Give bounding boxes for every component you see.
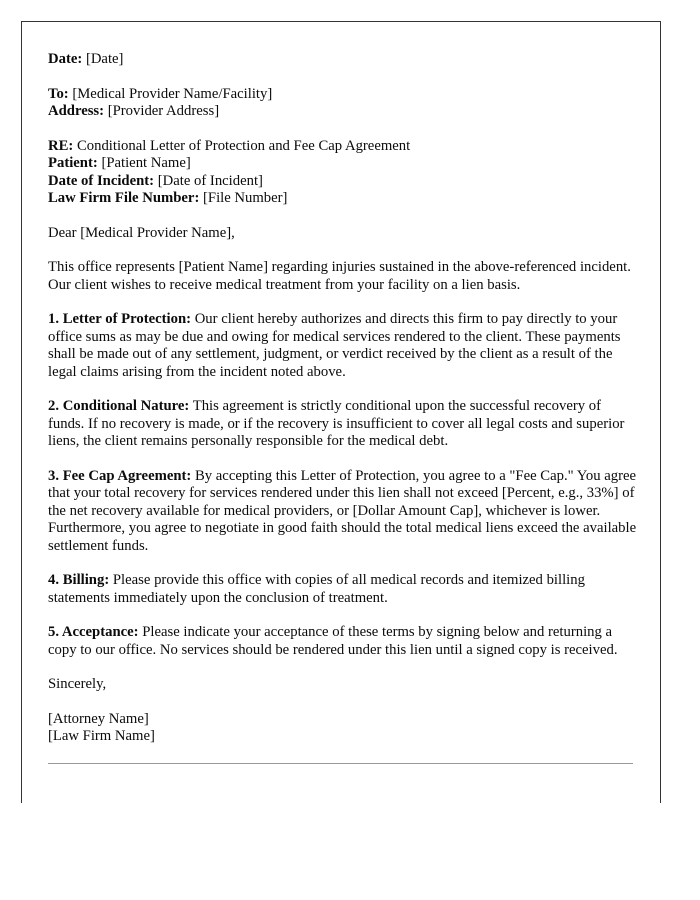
recipient-block (48, 86, 640, 121)
section-label: 2. Conditional Nature: (48, 398, 190, 414)
address-line (48, 103, 640, 121)
intro-paragraph: This office represents [Patient Name] regarding injuries sustained in the above-referenced incident. Our client wishes to receive medical treatment from your facility on a lien basis. (48, 259, 631, 293)
section-text: Our client hereby authorizes and directs this firm to pay directly to your office sums as may be due and owing for medical services rendered to the client. These payments shall be made out of any settlement, judgment, or verdict received by the client as a result of the legal claims arising from the incident noted above. (48, 311, 621, 380)
to-label: To: (48, 85, 69, 102)
re-value: Conditional Letter of Protection and Fee Cap Agreement (76, 137, 411, 154)
address-value: [Provider Address] (107, 103, 220, 119)
signature-divider (48, 763, 633, 764)
section-conditional-nature (48, 398, 640, 451)
section-text: By accepting this Letter of Protection, you agree to a "Fee Cap." You agree that your total recovery for services rendered under this lien shall not exceed [Percent, e.g., 33%] of the net recovery available for medical providers, or [Dollar Amount Cap], whichever is lower. Furthermore, you agree to negotiate in good faith should the total medical liens exceed the available settlement funds. (48, 467, 637, 554)
file-number-line (48, 190, 640, 208)
section-text: Please indicate your acceptance of these terms by signing below and returning a copy to our office. No services should be rendered under this lien until a signed copy is received. (48, 624, 618, 658)
section-letter-of-protection (48, 311, 640, 381)
address-label: Address: (48, 103, 105, 119)
section-label: 5. Acceptance: (48, 624, 139, 640)
patient-label: Patient: (48, 155, 98, 171)
law-firm-name: [Law Firm Name] (48, 728, 155, 744)
patient-value: [Patient Name] (101, 155, 191, 171)
date-label: Date: (48, 51, 83, 67)
re-line (48, 138, 640, 156)
to-value: [Medical Provider Name/Facility] (72, 85, 273, 102)
file-number-value: [File Number] (203, 190, 288, 206)
closing: Sincerely, (48, 676, 107, 692)
file-number-label: Law Firm File Number: (48, 190, 200, 206)
section-label: 1. Letter of Protection: (48, 311, 192, 327)
section-acceptance (48, 624, 640, 659)
incident-label: Date of Incident: (48, 172, 155, 189)
reference-block (48, 138, 640, 208)
incident-line (48, 173, 640, 191)
section-label: 4. Billing: (48, 572, 110, 588)
section-text: Please provide this office with copies of all medical records and itemized billing statements immediately upon the conclusion of treatment. (48, 572, 585, 606)
re-label: RE: (48, 137, 74, 154)
section-billing (48, 572, 640, 607)
date-value: [Date] (85, 51, 124, 67)
to-line (48, 86, 640, 104)
letter-page (21, 21, 661, 803)
date-block (48, 51, 640, 69)
section-fee-cap-agreement (48, 468, 640, 556)
incident-value: [Date of Incident] (157, 172, 263, 189)
date-line (48, 51, 640, 69)
section-label: 3. Fee Cap Agreement: (48, 467, 192, 484)
attorney-name: [Attorney Name] (48, 710, 149, 727)
salutation: Dear [Medical Provider Name], (48, 224, 235, 241)
patient-line (48, 155, 640, 173)
signature-block (48, 711, 640, 746)
section-text: This agreement is strictly conditional upon the successful recovery of funds. If no recovery is made, or if the recovery is insufficient to cover all legal costs and superior liens, the client remains personally responsible for the medical debt. (48, 398, 625, 449)
